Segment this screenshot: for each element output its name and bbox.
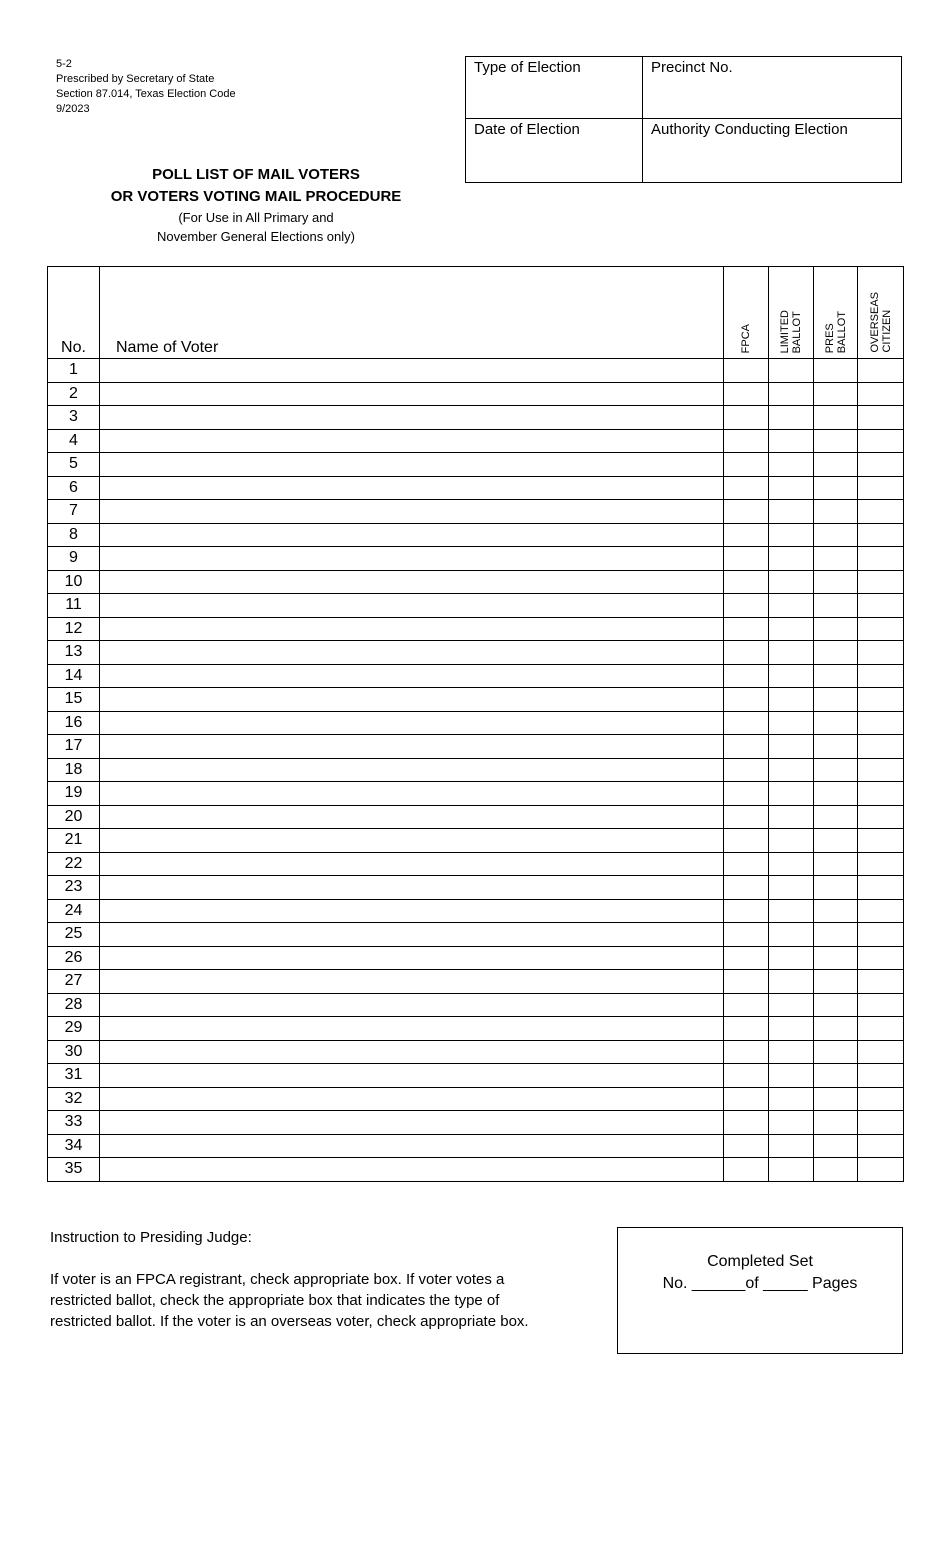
- voter-name-cell[interactable]: [100, 876, 724, 900]
- overseas-citizen-checkbox-cell[interactable]: [858, 547, 904, 571]
- pres-ballot-checkbox-cell[interactable]: [814, 1158, 858, 1182]
- overseas-citizen-checkbox-cell[interactable]: [858, 688, 904, 712]
- limited-ballot-checkbox-cell[interactable]: [769, 805, 814, 829]
- voter-name-cell[interactable]: [100, 782, 724, 806]
- limited-ballot-checkbox-cell[interactable]: [769, 758, 814, 782]
- table-row: [48, 688, 904, 712]
- table-row: [48, 617, 904, 641]
- table-row: [48, 805, 904, 829]
- overseas-citizen-checkbox-cell[interactable]: [858, 1064, 904, 1088]
- pres-ballot-checkbox-cell[interactable]: [814, 406, 858, 430]
- fpca-checkbox-cell[interactable]: [724, 453, 769, 477]
- table-row: [48, 852, 904, 876]
- overseas-citizen-checkbox-cell[interactable]: [858, 735, 904, 759]
- type-of-election-field[interactable]: [466, 57, 642, 118]
- fpca-checkbox-cell[interactable]: [724, 429, 769, 453]
- overseas-citizen-checkbox-cell[interactable]: [858, 923, 904, 947]
- limited-ballot-checkbox-cell[interactable]: [769, 1064, 814, 1088]
- header-limited-ballot: LIMITED BALLOT: [769, 267, 814, 359]
- limited-ballot-checkbox-cell[interactable]: [769, 735, 814, 759]
- voter-name-cell[interactable]: [100, 735, 724, 759]
- voter-name-cell[interactable]: [100, 500, 724, 524]
- limited-ballot-checkbox-cell[interactable]: [769, 594, 814, 618]
- row-number: 21: [48, 829, 100, 853]
- overseas-citizen-checkbox-cell[interactable]: [858, 970, 904, 994]
- pres-ballot-checkbox-cell[interactable]: [814, 1111, 858, 1135]
- table-row: [48, 711, 904, 735]
- row-number: 26: [48, 946, 100, 970]
- limited-ballot-checkbox-cell[interactable]: [769, 641, 814, 665]
- pres-ballot-checkbox-cell[interactable]: [814, 476, 858, 500]
- table-header-row: [48, 267, 904, 359]
- date-of-election-label: Date of Election: [474, 121, 580, 138]
- fpca-checkbox-cell[interactable]: [724, 382, 769, 406]
- limited-ballot-checkbox-cell[interactable]: [769, 547, 814, 571]
- pres-ballot-checkbox-cell[interactable]: [814, 1040, 858, 1064]
- date-of-election-field[interactable]: [466, 119, 642, 182]
- form-number: 5-2: [56, 58, 72, 70]
- overseas-citizen-checkbox-cell[interactable]: [858, 1111, 904, 1135]
- pres-ballot-checkbox-cell[interactable]: [814, 547, 858, 571]
- limited-ballot-checkbox-cell[interactable]: [769, 476, 814, 500]
- fpca-checkbox-cell[interactable]: [724, 899, 769, 923]
- fpca-checkbox-cell[interactable]: [724, 735, 769, 759]
- fpca-checkbox-cell[interactable]: [724, 1111, 769, 1135]
- completed-set-box: [617, 1227, 903, 1354]
- pres-ballot-checkbox-cell[interactable]: [814, 923, 858, 947]
- overseas-citizen-checkbox-cell[interactable]: [858, 594, 904, 618]
- pres-ballot-checkbox-cell[interactable]: [814, 711, 858, 735]
- row-number: 34: [48, 1134, 100, 1158]
- pres-ballot-checkbox-cell[interactable]: [814, 570, 858, 594]
- voter-name-cell[interactable]: [100, 664, 724, 688]
- voter-name-cell[interactable]: [100, 829, 724, 853]
- overseas-citizen-checkbox-cell[interactable]: [858, 758, 904, 782]
- fpca-checkbox-cell[interactable]: [724, 711, 769, 735]
- subtitle-line-1: (For Use in All Primary and: [178, 210, 334, 225]
- table-row: [48, 453, 904, 477]
- overseas-citizen-checkbox-cell[interactable]: [858, 946, 904, 970]
- table-row: [48, 1134, 904, 1158]
- row-number: 23: [48, 876, 100, 900]
- table-row: [48, 1040, 904, 1064]
- limited-ballot-checkbox-cell[interactable]: [769, 970, 814, 994]
- code-section: Section 87.014, Texas Election Code: [56, 88, 236, 100]
- overseas-citizen-checkbox-cell[interactable]: [858, 500, 904, 524]
- voter-name-cell[interactable]: [100, 453, 724, 477]
- voter-name-cell[interactable]: [100, 617, 724, 641]
- fpca-checkbox-cell[interactable]: [724, 476, 769, 500]
- row-number: 19: [48, 782, 100, 806]
- row-number: 13: [48, 641, 100, 665]
- header-overseas-citizen: OVERSEAS CITIZEN: [858, 267, 904, 359]
- title-line-2: OR VOTERS VOTING MAIL PROCEDURE: [110, 188, 402, 205]
- fpca-checkbox-cell[interactable]: [724, 688, 769, 712]
- fpca-checkbox-cell[interactable]: [724, 1087, 769, 1111]
- voter-name-cell[interactable]: [100, 1158, 724, 1182]
- fpca-checkbox-cell[interactable]: [724, 547, 769, 571]
- limited-ballot-checkbox-cell[interactable]: [769, 1087, 814, 1111]
- limited-ballot-checkbox-cell[interactable]: [769, 829, 814, 853]
- fpca-checkbox-cell[interactable]: [724, 805, 769, 829]
- row-number: 17: [48, 735, 100, 759]
- limited-ballot-checkbox-cell[interactable]: [769, 523, 814, 547]
- table-row: [48, 1087, 904, 1111]
- voter-name-cell[interactable]: [100, 1087, 724, 1111]
- voter-name-cell[interactable]: [100, 711, 724, 735]
- table-row: [48, 429, 904, 453]
- voter-name-cell[interactable]: [100, 1064, 724, 1088]
- row-number: 33: [48, 1111, 100, 1135]
- fpca-checkbox-cell[interactable]: [724, 970, 769, 994]
- overseas-citizen-checkbox-cell[interactable]: [858, 899, 904, 923]
- row-number: 5: [48, 453, 100, 477]
- voter-name-cell[interactable]: [100, 946, 724, 970]
- table-row: [48, 359, 904, 383]
- instructions-heading: Instruction to Presiding Judge:: [50, 1229, 252, 1246]
- overseas-citizen-checkbox-cell[interactable]: [858, 782, 904, 806]
- fpca-checkbox-cell[interactable]: [724, 876, 769, 900]
- pres-ballot-checkbox-cell[interactable]: [814, 453, 858, 477]
- fpca-checkbox-cell[interactable]: [724, 1134, 769, 1158]
- pres-ballot-checkbox-cell[interactable]: [814, 805, 858, 829]
- voter-name-cell[interactable]: [100, 805, 724, 829]
- table-row: [48, 1158, 904, 1182]
- row-number: 4: [48, 429, 100, 453]
- row-number: 14: [48, 664, 100, 688]
- voter-name-cell[interactable]: [100, 1040, 724, 1064]
- table-row: [48, 782, 904, 806]
- limited-ballot-checkbox-cell[interactable]: [769, 617, 814, 641]
- row-number: 35: [48, 1158, 100, 1182]
- overseas-citizen-checkbox-cell[interactable]: [858, 476, 904, 500]
- table-row: [48, 594, 904, 618]
- voter-name-cell[interactable]: [100, 547, 724, 571]
- table-row: [48, 735, 904, 759]
- table-row: [48, 1111, 904, 1135]
- limited-ballot-checkbox-cell[interactable]: [769, 688, 814, 712]
- overseas-citizen-checkbox-cell[interactable]: [858, 664, 904, 688]
- row-number: 28: [48, 993, 100, 1017]
- row-number: 32: [48, 1087, 100, 1111]
- overseas-citizen-checkbox-cell[interactable]: [858, 429, 904, 453]
- table-row: [48, 876, 904, 900]
- limited-ballot-checkbox-cell[interactable]: [769, 664, 814, 688]
- overseas-citizen-checkbox-cell[interactable]: [858, 876, 904, 900]
- limited-ballot-checkbox-cell[interactable]: [769, 1111, 814, 1135]
- limited-ballot-checkbox-cell[interactable]: [769, 899, 814, 923]
- voter-name-cell[interactable]: [100, 899, 724, 923]
- precinct-no-field[interactable]: [643, 57, 901, 118]
- fpca-checkbox-cell[interactable]: [724, 782, 769, 806]
- fpca-checkbox-cell[interactable]: [724, 664, 769, 688]
- pres-ballot-checkbox-cell[interactable]: [814, 829, 858, 853]
- limited-ballot-checkbox-cell[interactable]: [769, 782, 814, 806]
- overseas-citizen-checkbox-cell[interactable]: [858, 1040, 904, 1064]
- table-row: [48, 570, 904, 594]
- instructions: [50, 1227, 540, 1353]
- limited-ballot-checkbox-cell[interactable]: [769, 993, 814, 1017]
- table-row: [48, 993, 904, 1017]
- table-row: [48, 523, 904, 547]
- fpca-checkbox-cell[interactable]: [724, 923, 769, 947]
- fpca-checkbox-cell[interactable]: [724, 523, 769, 547]
- table-row: [48, 758, 904, 782]
- overseas-citizen-checkbox-cell[interactable]: [858, 993, 904, 1017]
- fpca-checkbox-cell[interactable]: [724, 829, 769, 853]
- overseas-citizen-checkbox-cell[interactable]: [858, 711, 904, 735]
- fpca-checkbox-cell[interactable]: [724, 570, 769, 594]
- row-number: 9: [48, 547, 100, 571]
- overseas-citizen-checkbox-cell[interactable]: [858, 382, 904, 406]
- overseas-citizen-checkbox-cell[interactable]: [858, 1134, 904, 1158]
- fpca-checkbox-cell[interactable]: [724, 946, 769, 970]
- pres-ballot-checkbox-cell[interactable]: [814, 782, 858, 806]
- overseas-citizen-checkbox-cell[interactable]: [858, 829, 904, 853]
- pres-ballot-checkbox-cell[interactable]: [814, 758, 858, 782]
- subtitle-line-2: November General Elections only): [157, 229, 355, 244]
- pres-ballot-checkbox-cell[interactable]: [814, 641, 858, 665]
- row-number: 11: [48, 594, 100, 618]
- fpca-checkbox-cell[interactable]: [724, 500, 769, 524]
- authority-label: Authority Conducting Election: [651, 121, 848, 138]
- voter-name-cell[interactable]: [100, 594, 724, 618]
- voter-name-cell[interactable]: [100, 852, 724, 876]
- pres-ballot-checkbox-cell[interactable]: [814, 1087, 858, 1111]
- row-number: 16: [48, 711, 100, 735]
- row-number: 24: [48, 899, 100, 923]
- row-number: 25: [48, 923, 100, 947]
- limited-ballot-checkbox-cell[interactable]: [769, 570, 814, 594]
- pres-ballot-checkbox-cell[interactable]: [814, 946, 858, 970]
- overseas-citizen-checkbox-cell[interactable]: [858, 1017, 904, 1041]
- row-number: 6: [48, 476, 100, 500]
- voter-name-cell[interactable]: [100, 406, 724, 430]
- limited-ballot-checkbox-cell[interactable]: [769, 382, 814, 406]
- limited-ballot-checkbox-cell[interactable]: [769, 876, 814, 900]
- election-info-box: [465, 56, 902, 183]
- fpca-checkbox-cell[interactable]: [724, 1158, 769, 1182]
- header-no: No.: [48, 267, 100, 359]
- title-line-1: POLL LIST OF MAIL VOTERS: [152, 166, 360, 183]
- precinct-no-label: Precinct No.: [651, 59, 733, 76]
- voter-name-cell[interactable]: [100, 523, 724, 547]
- table-row: [48, 923, 904, 947]
- pres-ballot-checkbox-cell[interactable]: [814, 1064, 858, 1088]
- table-row: [48, 382, 904, 406]
- table-row: [48, 829, 904, 853]
- table-row: [48, 970, 904, 994]
- authority-field[interactable]: [643, 119, 901, 182]
- pres-ballot-checkbox-cell[interactable]: [814, 970, 858, 994]
- row-number: 12: [48, 617, 100, 641]
- instructions-body: If voter is an FPCA registrant, check appropriate box. If voter votes a restricted ballot, check the appropriate box that indicates the type of restricted ballot. If the voter is an overseas voter, check appropriate box.: [50, 1271, 529, 1330]
- row-number: 18: [48, 758, 100, 782]
- voter-name-cell[interactable]: [100, 429, 724, 453]
- voter-name-cell[interactable]: [100, 970, 724, 994]
- limited-ballot-checkbox-cell[interactable]: [769, 1017, 814, 1041]
- fpca-checkbox-cell[interactable]: [724, 359, 769, 383]
- overseas-citizen-checkbox-cell[interactable]: [858, 852, 904, 876]
- table-row: [48, 1017, 904, 1041]
- limited-ballot-checkbox-cell[interactable]: [769, 946, 814, 970]
- fpca-checkbox-cell[interactable]: [724, 852, 769, 876]
- form-title: [56, 164, 456, 246]
- overseas-citizen-checkbox-cell[interactable]: [858, 359, 904, 383]
- row-number: 20: [48, 805, 100, 829]
- pres-ballot-checkbox-cell[interactable]: [814, 617, 858, 641]
- limited-ballot-checkbox-cell[interactable]: [769, 1040, 814, 1064]
- completed-set-pages[interactable]: No. ______of _____ Pages: [662, 1275, 858, 1292]
- pres-ballot-checkbox-cell[interactable]: [814, 899, 858, 923]
- fpca-checkbox-cell[interactable]: [724, 1064, 769, 1088]
- table-row: [48, 899, 904, 923]
- overseas-citizen-checkbox-cell[interactable]: [858, 805, 904, 829]
- limited-ballot-checkbox-cell[interactable]: [769, 429, 814, 453]
- fpca-checkbox-cell[interactable]: [724, 617, 769, 641]
- pres-ballot-checkbox-cell[interactable]: [814, 359, 858, 383]
- row-number: 2: [48, 382, 100, 406]
- pres-ballot-checkbox-cell[interactable]: [814, 594, 858, 618]
- table-row: [48, 664, 904, 688]
- pres-ballot-checkbox-cell[interactable]: [814, 852, 858, 876]
- fpca-checkbox-cell[interactable]: [724, 1017, 769, 1041]
- pres-ballot-checkbox-cell[interactable]: [814, 429, 858, 453]
- table-row: [48, 547, 904, 571]
- fpca-checkbox-cell[interactable]: [724, 641, 769, 665]
- voter-name-cell[interactable]: [100, 570, 724, 594]
- header-name-of-voter: Name of Voter: [100, 267, 724, 359]
- overseas-citizen-checkbox-cell[interactable]: [858, 453, 904, 477]
- voter-name-cell[interactable]: [100, 641, 724, 665]
- pres-ballot-checkbox-cell[interactable]: [814, 664, 858, 688]
- pres-ballot-checkbox-cell[interactable]: [814, 876, 858, 900]
- row-number: 3: [48, 406, 100, 430]
- limited-ballot-checkbox-cell[interactable]: [769, 1158, 814, 1182]
- limited-ballot-checkbox-cell[interactable]: [769, 923, 814, 947]
- row-number: 15: [48, 688, 100, 712]
- limited-ballot-checkbox-cell[interactable]: [769, 500, 814, 524]
- pres-ballot-checkbox-cell[interactable]: [814, 382, 858, 406]
- table-row: [48, 641, 904, 665]
- fpca-checkbox-cell[interactable]: [724, 1040, 769, 1064]
- row-number: 22: [48, 852, 100, 876]
- overseas-citizen-checkbox-cell[interactable]: [858, 523, 904, 547]
- fpca-checkbox-cell[interactable]: [724, 993, 769, 1017]
- header-pres-ballot: PRES BALLOT: [814, 267, 858, 359]
- voter-name-cell[interactable]: [100, 923, 724, 947]
- row-number: 31: [48, 1064, 100, 1088]
- row-number: 29: [48, 1017, 100, 1041]
- pres-ballot-checkbox-cell[interactable]: [814, 523, 858, 547]
- table-row: [48, 500, 904, 524]
- row-number: 8: [48, 523, 100, 547]
- voter-name-cell[interactable]: [100, 476, 724, 500]
- completed-set-label: Completed Set: [707, 1253, 813, 1270]
- row-number: 27: [48, 970, 100, 994]
- table-row: [48, 406, 904, 430]
- table-row: [48, 1064, 904, 1088]
- row-number: 10: [48, 570, 100, 594]
- voter-name-cell[interactable]: [100, 758, 724, 782]
- voter-name-cell[interactable]: [100, 1111, 724, 1135]
- limited-ballot-checkbox-cell[interactable]: [769, 453, 814, 477]
- fpca-checkbox-cell[interactable]: [724, 594, 769, 618]
- row-number: 7: [48, 500, 100, 524]
- header-fpca: FPCA: [724, 267, 769, 359]
- table-row: [48, 946, 904, 970]
- pres-ballot-checkbox-cell[interactable]: [814, 500, 858, 524]
- voter-name-cell[interactable]: [100, 382, 724, 406]
- limited-ballot-checkbox-cell[interactable]: [769, 711, 814, 735]
- table-row: [48, 476, 904, 500]
- overseas-citizen-checkbox-cell[interactable]: [858, 570, 904, 594]
- limited-ballot-checkbox-cell[interactable]: [769, 852, 814, 876]
- pres-ballot-checkbox-cell[interactable]: [814, 1134, 858, 1158]
- form-meta: [56, 57, 236, 117]
- overseas-citizen-checkbox-cell[interactable]: [858, 1158, 904, 1182]
- pres-ballot-checkbox-cell[interactable]: [814, 688, 858, 712]
- voter-name-cell[interactable]: [100, 993, 724, 1017]
- voter-name-cell[interactable]: [100, 1134, 724, 1158]
- fpca-checkbox-cell[interactable]: [724, 406, 769, 430]
- limited-ballot-checkbox-cell[interactable]: [769, 406, 814, 430]
- voter-name-cell[interactable]: [100, 359, 724, 383]
- overseas-citizen-checkbox-cell[interactable]: [858, 406, 904, 430]
- pres-ballot-checkbox-cell[interactable]: [814, 993, 858, 1017]
- overseas-citizen-checkbox-cell[interactable]: [858, 617, 904, 641]
- limited-ballot-checkbox-cell[interactable]: [769, 359, 814, 383]
- row-number: 30: [48, 1040, 100, 1064]
- prescribed-by: Prescribed by Secretary of State: [56, 73, 215, 85]
- pres-ballot-checkbox-cell[interactable]: [814, 735, 858, 759]
- limited-ballot-checkbox-cell[interactable]: [769, 1134, 814, 1158]
- type-of-election-label: Type of Election: [474, 59, 581, 76]
- voter-name-cell[interactable]: [100, 688, 724, 712]
- voter-table: [47, 266, 904, 1182]
- row-number: 1: [48, 359, 100, 383]
- overseas-citizen-checkbox-cell[interactable]: [858, 641, 904, 665]
- fpca-checkbox-cell[interactable]: [724, 758, 769, 782]
- pres-ballot-checkbox-cell[interactable]: [814, 1017, 858, 1041]
- form-date: 9/2023: [56, 103, 90, 115]
- overseas-citizen-checkbox-cell[interactable]: [858, 1087, 904, 1111]
- voter-name-cell[interactable]: [100, 1017, 724, 1041]
